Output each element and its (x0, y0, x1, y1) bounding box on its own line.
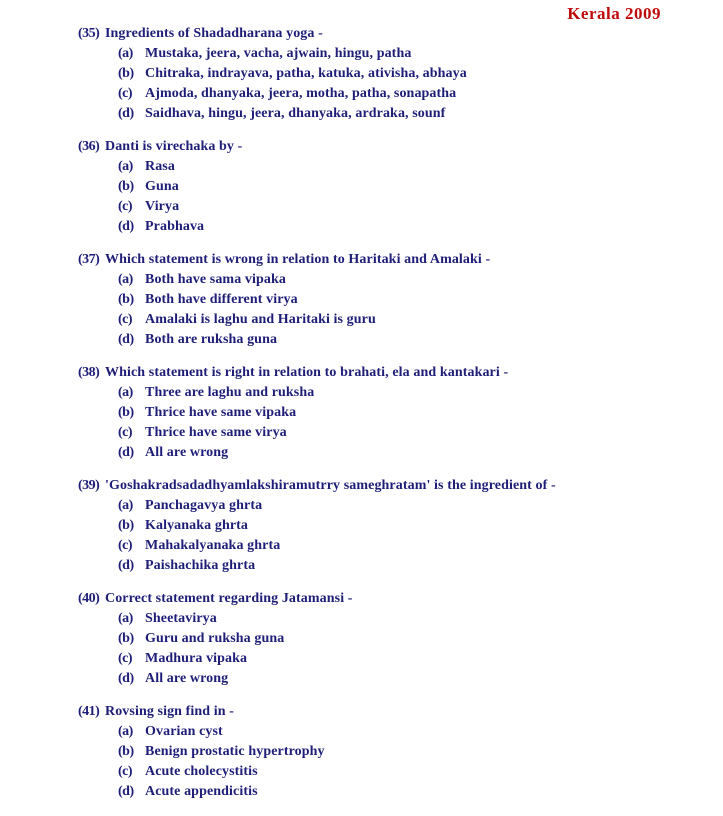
option-text: Rasa (145, 159, 175, 174)
question-line (78, 363, 723, 383)
option-row (118, 84, 723, 104)
question-number: (39) (78, 478, 100, 493)
option-text: Both are ruksha guna (145, 332, 278, 347)
option-text: Acute cholecystitis (145, 764, 258, 779)
option-text: Paishachika ghrta (145, 558, 256, 573)
option-row (118, 217, 723, 237)
option-row (118, 197, 723, 217)
question-number: (35) (78, 26, 100, 41)
option-label: (b) (118, 66, 134, 81)
option-label: (b) (118, 179, 134, 194)
option-text: Thrice have same vipaka (145, 405, 297, 420)
option-row (118, 629, 723, 649)
question-line (78, 137, 723, 157)
option-row (118, 649, 723, 669)
option-label: (c) (118, 425, 133, 440)
question-number: (40) (78, 591, 100, 606)
option-label: (c) (118, 86, 133, 101)
option-text: Saidhava, hingu, jeera, dhanyaka, ardraka, sounf (145, 106, 446, 121)
option-row (118, 556, 723, 576)
option-row (118, 330, 723, 350)
question-list (0, 22, 723, 802)
option-row (118, 104, 723, 124)
option-text: Ovarian cyst (145, 724, 223, 739)
question-block (78, 250, 723, 350)
option-row (118, 44, 723, 64)
option-text: Kalyanaka ghrta (145, 518, 249, 533)
option-text: Thrice have same virya (145, 425, 287, 440)
option-text: Both have sama vipaka (145, 272, 286, 287)
option-text: Virya (145, 199, 180, 214)
option-text: Guna (145, 179, 179, 194)
option-row (118, 270, 723, 290)
option-text: Guru and ruksha guna (145, 631, 285, 646)
option-row (118, 290, 723, 310)
question-line (78, 476, 723, 496)
option-label: (c) (118, 651, 133, 666)
question-number: (37) (78, 252, 100, 267)
option-list (118, 496, 723, 576)
option-text: Chitraka, indrayava, patha, katuka, ativisha, abhaya (145, 66, 467, 81)
option-list (118, 270, 723, 350)
option-text: Benign prostatic hypertrophy (145, 744, 325, 759)
question-line (78, 702, 723, 722)
option-text: Prabhava (145, 219, 205, 234)
option-row (118, 536, 723, 556)
option-label: (a) (118, 611, 133, 626)
question-block (78, 363, 723, 463)
question-block (78, 476, 723, 576)
option-label: (b) (118, 744, 134, 759)
option-label: (d) (118, 106, 134, 121)
option-label: (b) (118, 518, 134, 533)
option-label: (d) (118, 445, 134, 460)
exam-year-badge: Kerala 2009 (567, 4, 661, 23)
question-text: Ingredients of Shadadharana yoga - (105, 26, 323, 41)
option-label: (c) (118, 312, 133, 327)
question-number: (36) (78, 139, 100, 154)
option-label: (b) (118, 292, 134, 307)
option-label: (c) (118, 538, 133, 553)
question-block (78, 589, 723, 689)
option-list (118, 383, 723, 463)
option-label: (a) (118, 272, 133, 287)
option-text: All are wrong (145, 445, 229, 460)
option-label: (b) (118, 405, 134, 420)
option-list (118, 722, 723, 802)
option-text: Both have different virya (145, 292, 298, 307)
question-block (78, 702, 723, 802)
option-row (118, 157, 723, 177)
option-label: (d) (118, 784, 134, 799)
option-text: Three are laghu and ruksha (145, 385, 315, 400)
option-row (118, 496, 723, 516)
question-block (78, 24, 723, 124)
option-row (118, 383, 723, 403)
option-row (118, 443, 723, 463)
option-text: Panchagavya ghrta (145, 498, 263, 513)
option-row (118, 310, 723, 330)
option-text: All are wrong (145, 671, 229, 686)
option-label: (d) (118, 332, 134, 347)
option-text: Mustaka, jeera, vacha, ajwain, hingu, patha (145, 46, 412, 61)
option-text: Mahakalyanaka ghrta (145, 538, 281, 553)
option-row (118, 403, 723, 423)
option-label: (a) (118, 724, 133, 739)
option-label: (d) (118, 219, 134, 234)
question-text: 'Goshakradsadadhyamlakshiramutrry sameghratam' is the ingredient of - (105, 478, 556, 493)
question-text: Which statement is right in relation to brahati, ela and kantakari - (105, 365, 509, 380)
question-block (78, 137, 723, 237)
option-text: Madhura vipaka (145, 651, 248, 666)
option-text: Acute appendicitis (145, 784, 258, 799)
option-row (118, 64, 723, 84)
question-text: Correct statement regarding Jatamansi - (105, 591, 353, 606)
option-row (118, 742, 723, 762)
option-row (118, 423, 723, 443)
option-label: (d) (118, 558, 134, 573)
option-label: (a) (118, 498, 133, 513)
option-row (118, 722, 723, 742)
option-label: (a) (118, 159, 133, 174)
option-list (118, 609, 723, 689)
option-label: (c) (118, 199, 133, 214)
option-text: Sheetavirya (145, 611, 217, 626)
question-number: (38) (78, 365, 100, 380)
header-row (0, 0, 723, 22)
question-line (78, 589, 723, 609)
question-number: (41) (78, 704, 100, 719)
option-row (118, 177, 723, 197)
option-row (118, 516, 723, 536)
question-text: Danti is virechaka by - (105, 139, 243, 154)
option-label: (b) (118, 631, 134, 646)
option-list (118, 44, 723, 124)
question-line (78, 250, 723, 270)
question-line (78, 24, 723, 44)
option-row (118, 762, 723, 782)
option-label: (c) (118, 764, 133, 779)
question-text: Which statement is wrong in relation to Haritaki and Amalaki - (105, 252, 491, 267)
option-label: (a) (118, 46, 133, 61)
option-label: (a) (118, 385, 133, 400)
option-row (118, 782, 723, 802)
option-text: Amalaki is laghu and Haritaki is guru (145, 312, 376, 327)
option-text: Ajmoda, dhanyaka, jeera, motha, patha, sonapatha (145, 86, 457, 101)
question-text: Rovsing sign find in - (105, 704, 235, 719)
option-row (118, 669, 723, 689)
option-row (118, 609, 723, 629)
option-list (118, 157, 723, 237)
option-label: (d) (118, 671, 134, 686)
